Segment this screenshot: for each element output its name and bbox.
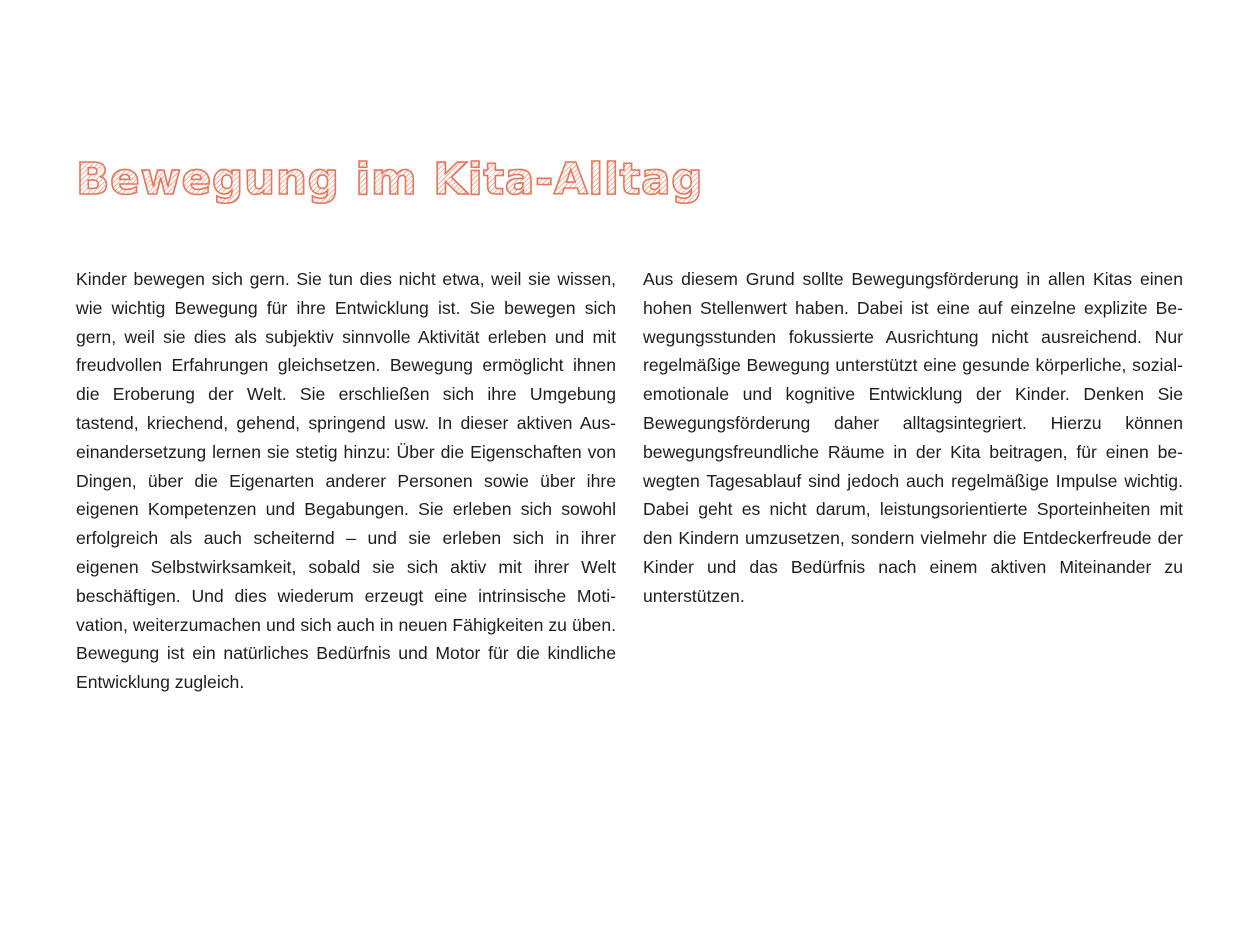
body-text-left-column: Kinder bewegen sich gern. Sie tun dies nicht etwa, weil sie wissen, wie wichtig Bewegung für ihre Entwicklung ist. Sie bewegen sich gern, weil sie dies als subjektiv sinnvolle Aktivität erleben und mit freudvollen Erfahrungen gleichsetzen. Bewegung ermöglicht ihnen die Eroberung der Welt. Sie erschließen sich ihre Umgebung tastend, kriechend, gehend, springend usw. In dieser aktiven Auseinandersetzung lernen sie stetig hinzu: Über die Eigenschaften von Dingen, über die Eigenarten anderer Personen sowie über ihre eigenen Kompetenzen und Begabungen. Sie erleben sich sowohl erfolgreich als auch scheiternd – und sie erleben sich in ihrer eigenen Selbstwirksamkeit, sobald sie sich aktiv mit ihrer Welt beschäftigen. Und dies wiederum erzeugt eine intrinsische Motivation, weiterzumachen und sich auch in neuen Fähigkeiten zu üben. Bewegung ist ein natürliches Bedürfnis und Motor für die kindliche Entwicklung zugleich. (76, 269, 616, 693)
page-title: Bewegung im Kita-Alltag (76, 150, 703, 210)
body-text-right-column: Aus diesem Grund sollte Bewegungsförderung in allen Kitas einen hohen Stellenwert haben. Dabei ist eine auf einzelne explizite Bewegungsstunden fokussierte Ausrichtung nicht ausreichend. Nur regelmäßige Bewegung unterstützt eine gesunde körperliche, sozial-emotionale und kognitive Entwicklung der Kinder. Denken Sie Bewegungsförderung daher alltagsintegriert. Hierzu können bewegungsfreundliche Räume in der Kita beitragen, für einen bewegten Tagesablauf sind jedoch auch regelmäßige Impulse wichtig. Dabei geht es nicht darum, leistungsorientierte Sporteinheiten mit den Kindern umzusetzen, sondern vielmehr die Entdeckerfreude der Kinder und das Bedürfnis nach einem aktiven Miteinander zu unterstützen. (643, 269, 1183, 606)
